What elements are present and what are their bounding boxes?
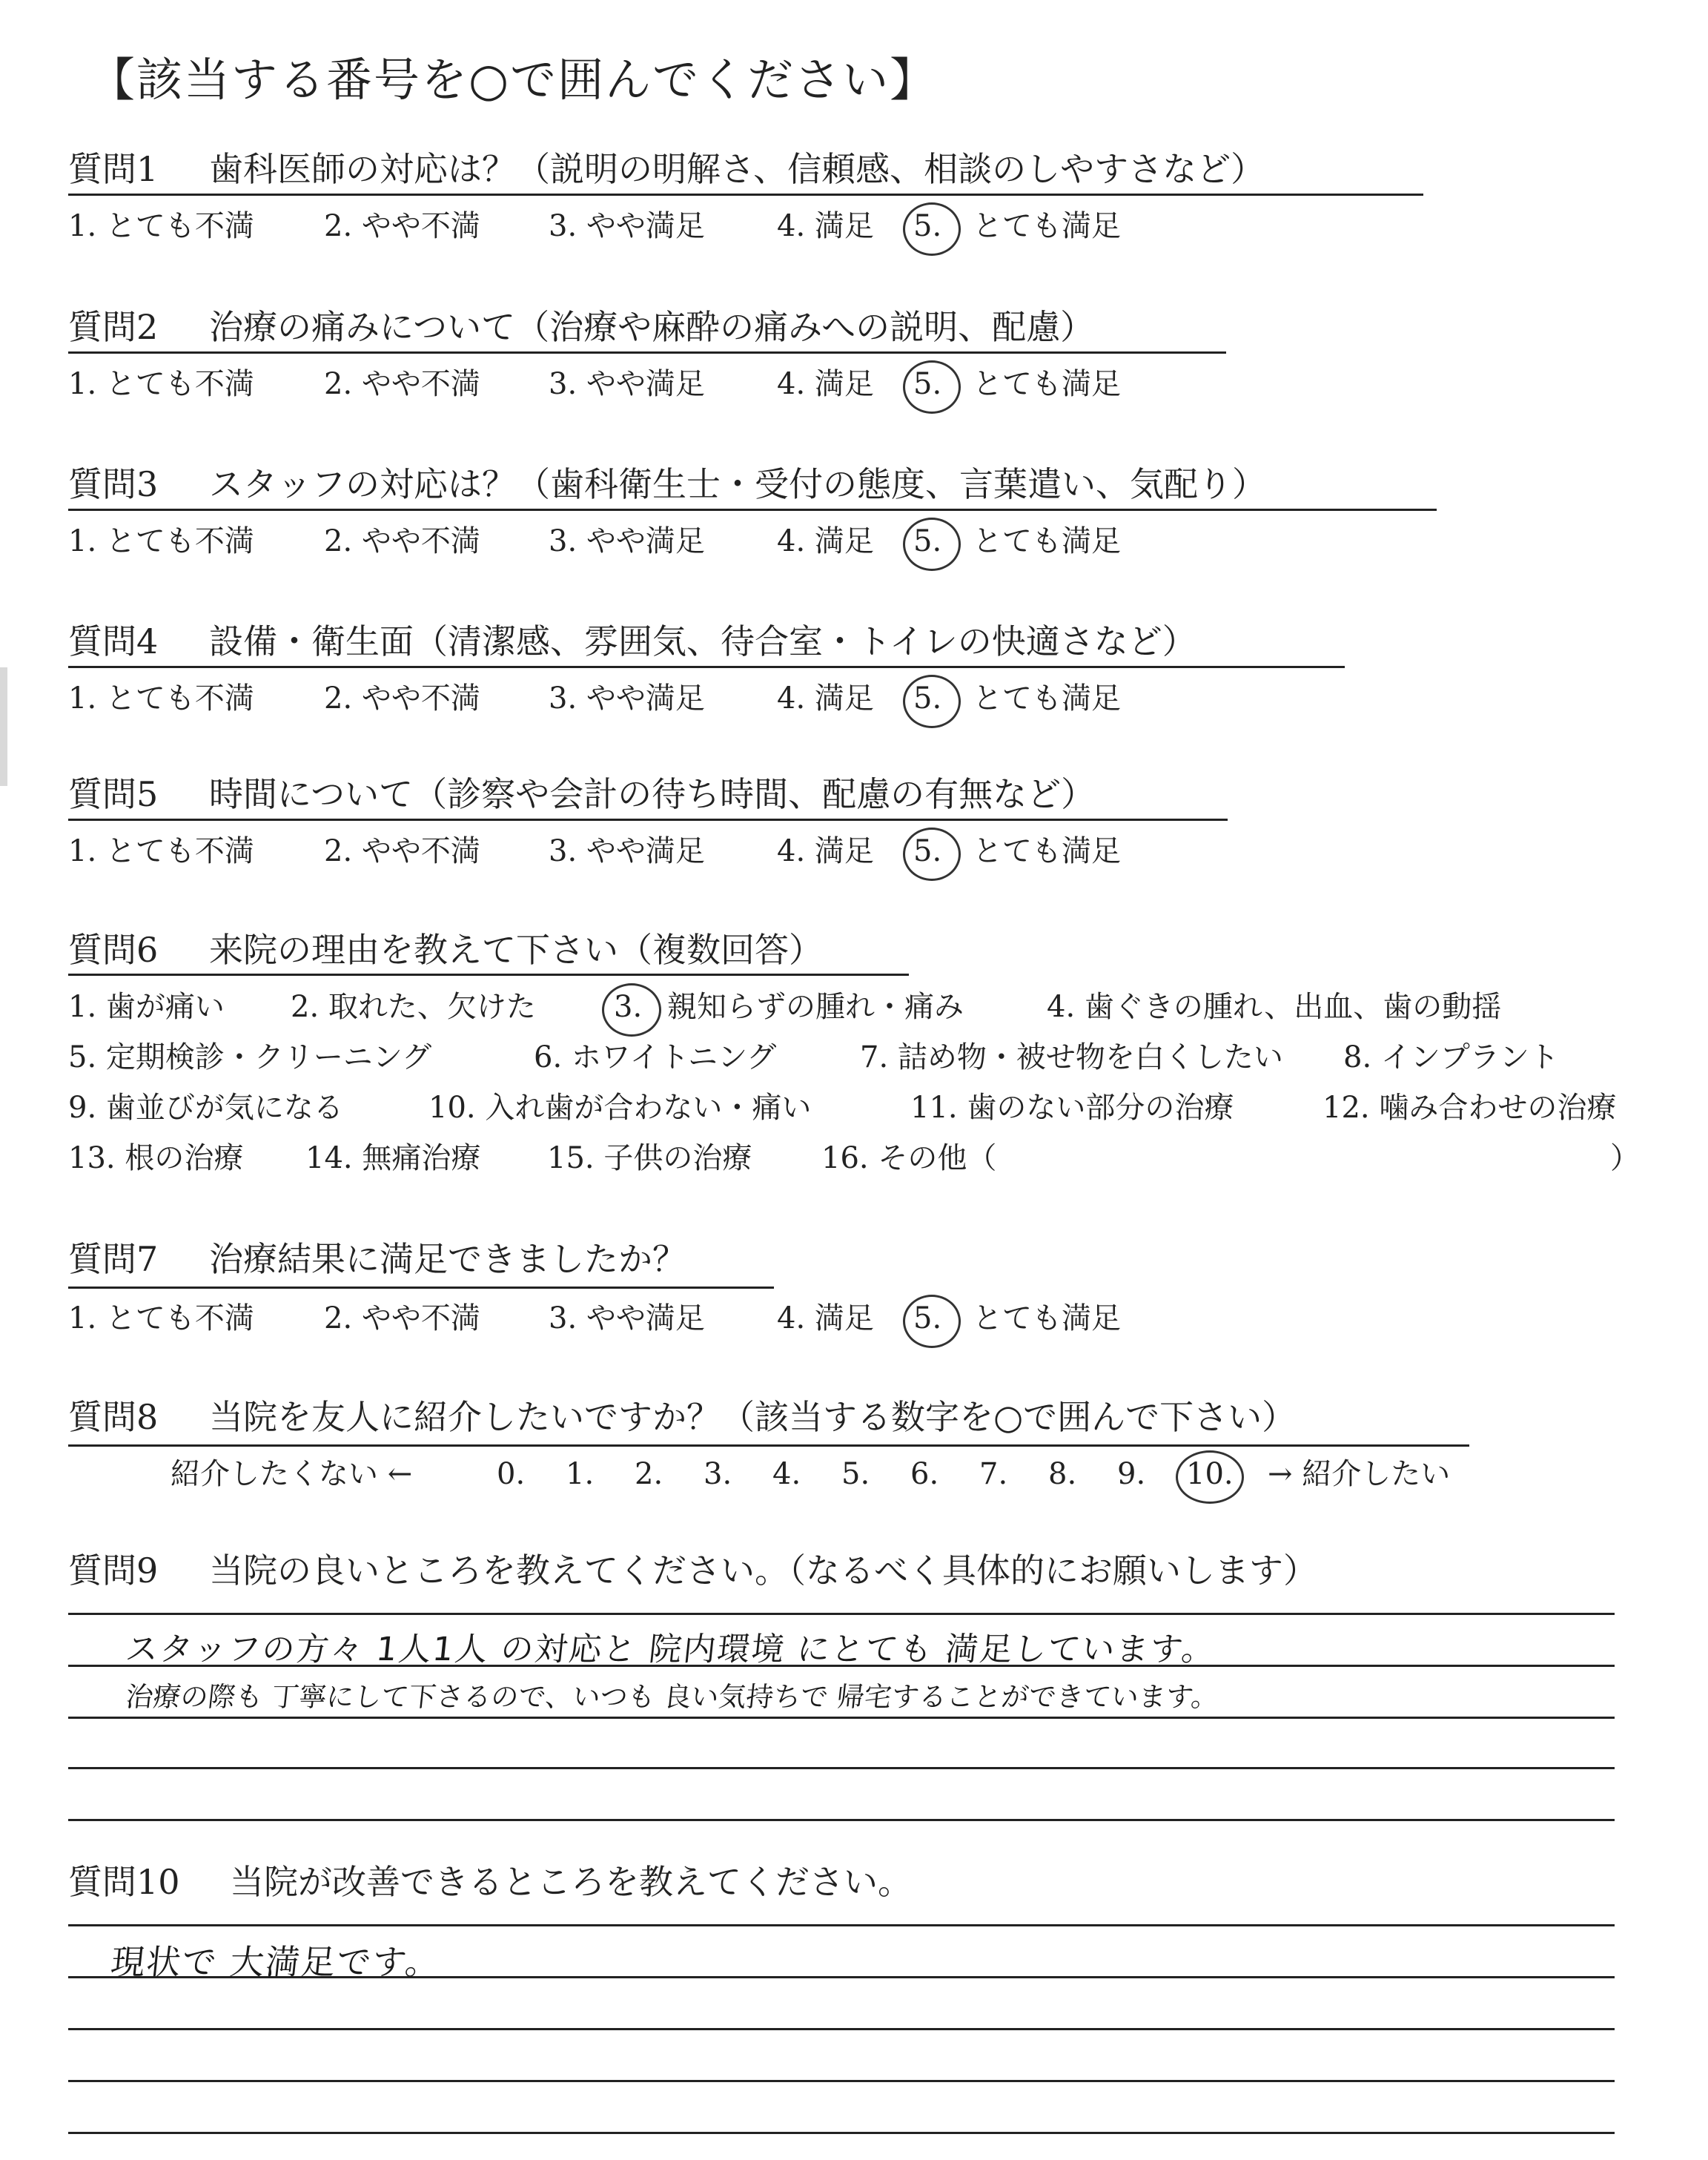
question-number: 質問2 xyxy=(68,307,159,347)
scale-item[interactable]: 2. xyxy=(635,1457,663,1491)
scale-item[interactable]: 1. xyxy=(566,1457,595,1491)
option-item[interactable]: 4. 満足 xyxy=(777,367,874,401)
option-item-selected[interactable]: 5. xyxy=(913,1301,942,1335)
option-item[interactable]: 4. 満足 xyxy=(777,681,874,716)
question-text: 設備・衛生面（清潔感、雰囲気、待合室・トイレの快適さなど） xyxy=(209,621,1196,661)
scale-item[interactable]: 7. xyxy=(979,1457,1008,1491)
selection-circle xyxy=(1176,1450,1244,1504)
option-item[interactable]: 2. やや不満 xyxy=(324,524,480,558)
option-item[interactable]: 4. 満足 xyxy=(777,1301,874,1335)
selection-circle xyxy=(602,983,661,1037)
scale-right-label: → 紹介したい xyxy=(1268,1457,1451,1491)
answer-options xyxy=(68,369,1254,405)
question-heading xyxy=(68,1239,686,1279)
option-item[interactable]: 6. ホワイトニング xyxy=(534,1040,777,1074)
answer-options xyxy=(68,836,1254,872)
q8-scale xyxy=(171,1459,1579,1495)
question-text: 当院が改善できるところを教えてください。 xyxy=(230,1862,912,1902)
option-item[interactable]: 1. とても不満 xyxy=(68,681,254,716)
option-item[interactable]: 1. 歯が痛い xyxy=(68,990,225,1024)
question-heading xyxy=(68,774,1096,814)
selection-circle xyxy=(903,360,961,414)
option-item[interactable]: 1. とても不満 xyxy=(68,367,254,401)
question-underline xyxy=(68,351,1226,354)
option-item[interactable]: 2. やや不満 xyxy=(324,681,480,716)
option-item[interactable]: 3. やや満足 xyxy=(549,524,705,558)
answer-options xyxy=(68,211,1254,247)
scan-edge-mark xyxy=(0,667,7,786)
answer-options xyxy=(68,681,1254,719)
option-item[interactable]: 1. とても不満 xyxy=(68,1301,254,1335)
selection-circle xyxy=(903,828,961,881)
question-number: 質問4 xyxy=(68,621,159,661)
option-label[interactable]: とても満足 xyxy=(973,1301,1121,1335)
handwritten-answer-line: スタッフの方々 1人1人 の対応と 院内環境 にとても 満足しています。 xyxy=(123,1631,1218,1668)
page-title: 【該当する番号を○で囲んでください】 xyxy=(89,53,938,107)
option-item[interactable]: 4. 歯ぐきの腫れ、出血、歯の動揺 xyxy=(1047,990,1502,1024)
answer-line xyxy=(68,1613,1615,1615)
scale-item[interactable]: 9. xyxy=(1117,1457,1146,1491)
option-item[interactable]: 2. やや不満 xyxy=(324,834,480,868)
question-number: 質問1 xyxy=(68,149,159,189)
option-item[interactable]: 2. やや不満 xyxy=(324,1301,480,1335)
option-label[interactable]: とても満足 xyxy=(973,209,1121,243)
option-item[interactable]: 1. とても不満 xyxy=(68,524,254,558)
question-text: 当院を友人に紹介したいですか？（該当する数字を○で囲んで下さい） xyxy=(209,1397,1297,1437)
question-heading xyxy=(68,621,1196,661)
question-heading xyxy=(68,1550,1317,1591)
option-item-selected[interactable]: 5. xyxy=(913,681,942,716)
option-item[interactable]: 3. やや満足 xyxy=(549,834,705,868)
question-number: 質問5 xyxy=(68,774,159,814)
option-item[interactable]: 3. やや満足 xyxy=(549,681,705,716)
option-item-selected[interactable]: 3. xyxy=(614,990,643,1024)
question-heading xyxy=(68,930,823,970)
question-underline xyxy=(68,666,1345,668)
option-item[interactable]: 4. 満足 xyxy=(777,524,874,558)
option-item[interactable]: 9. 歯並びが気になる xyxy=(68,1091,343,1125)
option-item-close-paren: ） xyxy=(1610,1141,1640,1175)
answer-line xyxy=(68,1819,1615,1821)
q6-options-line-3 xyxy=(68,1093,1699,1129)
question-text: 来院の理由を教えて下さい（複数回答） xyxy=(209,930,823,970)
option-item-selected[interactable]: 5. xyxy=(913,209,942,243)
option-item[interactable]: 14. 無痛治療 xyxy=(305,1141,481,1175)
question-number: 質問10 xyxy=(68,1862,180,1902)
question-heading xyxy=(68,1862,912,1902)
option-item[interactable]: 4. 満足 xyxy=(777,834,874,868)
scale-item[interactable]: 6. xyxy=(910,1457,939,1491)
scale-item[interactable]: 0. xyxy=(497,1457,526,1491)
question-number: 質問6 xyxy=(68,930,159,970)
option-item[interactable]: 2. 取れた、欠けた xyxy=(291,990,536,1024)
option-item[interactable]: 8. インプラント xyxy=(1343,1040,1559,1074)
selection-circle xyxy=(903,202,961,256)
question-underline xyxy=(68,509,1437,511)
question-text: 時間について（診察や会計の待ち時間、配慮の有無など） xyxy=(209,774,1096,814)
question-number: 質問3 xyxy=(68,464,159,504)
question-underline xyxy=(68,974,909,976)
question-heading xyxy=(68,149,1265,189)
option-item[interactable]: 3. やや満足 xyxy=(549,209,705,243)
scale-item[interactable]: 3. xyxy=(704,1457,732,1491)
option-item[interactable]: 16. その他（ xyxy=(821,1141,997,1175)
option-label[interactable]: とても満足 xyxy=(973,367,1121,401)
question-number: 質問8 xyxy=(68,1397,159,1437)
scale-item[interactable]: 5. xyxy=(841,1457,870,1491)
question-number: 質問9 xyxy=(68,1550,159,1591)
answer-line xyxy=(68,1717,1615,1719)
option-item[interactable]: 親知らずの腫れ・痛み xyxy=(667,990,964,1024)
question-text: 治療の痛みについて（治療や麻酔の痛みへの説明、配慮） xyxy=(209,307,1095,347)
option-item[interactable]: 1. とても不満 xyxy=(68,834,254,868)
option-item[interactable]: 7. 詰め物・被せ物を白くしたい xyxy=(860,1040,1283,1074)
option-item[interactable]: 11. 歯のない部分の治療 xyxy=(910,1091,1234,1125)
option-item[interactable]: 2. やや不満 xyxy=(324,367,480,401)
option-item[interactable]: 5. 定期検診・クリーニング xyxy=(68,1040,432,1074)
answer-line xyxy=(68,1924,1615,1926)
q6-options-line-1 xyxy=(68,992,1699,1028)
scale-left-label: 紹介したくない ← xyxy=(171,1457,413,1491)
answer-line xyxy=(68,2132,1615,2134)
option-item[interactable]: 10. 入れ歯が合わない・痛い xyxy=(428,1091,812,1125)
question-text: 治療結果に満足できましたか？ xyxy=(209,1239,686,1279)
option-item[interactable]: 3. やや満足 xyxy=(549,367,705,401)
handwritten-answer-line: 現状で 大満足です。 xyxy=(108,1942,443,1982)
selection-circle xyxy=(903,675,961,728)
option-item[interactable]: 4. 満足 xyxy=(777,209,874,243)
option-item[interactable]: 12. 噛み合わせの治療 xyxy=(1323,1091,1617,1125)
option-item[interactable]: 3. やや満足 xyxy=(549,1301,705,1335)
answer-line xyxy=(68,2028,1615,2030)
handwritten-answer-line: 治療の際も 丁寧にして下さるので、いつも 良い気持ちで 帰宅することができています。 xyxy=(124,1681,1221,1713)
question-text: 当院の良いところを教えてください。（なるべく具体的にお願いします） xyxy=(209,1550,1317,1591)
question-heading xyxy=(68,464,1266,504)
answer-options xyxy=(68,1301,1254,1339)
selection-circle xyxy=(903,518,961,571)
question-heading xyxy=(68,307,1095,347)
question-text: 歯科医師の対応は？（説明の明解さ、信頼感、相談のしやすさなど） xyxy=(209,149,1265,189)
option-label[interactable]: とても満足 xyxy=(973,834,1121,868)
option-label[interactable]: とても満足 xyxy=(973,681,1121,716)
question-underline xyxy=(68,1287,774,1289)
answer-line xyxy=(68,1767,1615,1769)
option-item[interactable]: 15. 子供の治療 xyxy=(547,1141,752,1175)
option-item-selected[interactable]: 5. xyxy=(913,367,942,401)
answer-options xyxy=(68,526,1254,562)
question-underline xyxy=(68,1444,1469,1447)
option-item[interactable]: 1. とても不満 xyxy=(68,209,254,243)
option-label[interactable]: とても満足 xyxy=(973,524,1121,558)
scale-item[interactable]: 4. xyxy=(772,1457,801,1491)
option-item-selected[interactable]: 5. xyxy=(913,834,942,868)
q6-options-line-4 xyxy=(68,1143,1699,1179)
question-heading xyxy=(68,1397,1297,1437)
scale-item[interactable]: 8. xyxy=(1048,1457,1077,1491)
q6-options-line-2 xyxy=(68,1040,1699,1078)
question-number: 質問7 xyxy=(68,1239,159,1279)
option-item[interactable]: 2. やや不満 xyxy=(324,209,480,243)
question-underline xyxy=(68,194,1423,196)
question-underline xyxy=(68,819,1228,821)
selection-circle xyxy=(903,1295,961,1348)
question-text: スタッフの対応は？（歯科衛生士・受付の態度、言葉遣い、気配り） xyxy=(209,464,1266,504)
option-item[interactable]: 13. 根の治療 xyxy=(68,1141,244,1175)
scale-item-selected[interactable]: 10. xyxy=(1186,1457,1234,1491)
answer-line xyxy=(68,2080,1615,2082)
option-item-selected[interactable]: 5. xyxy=(913,524,942,558)
